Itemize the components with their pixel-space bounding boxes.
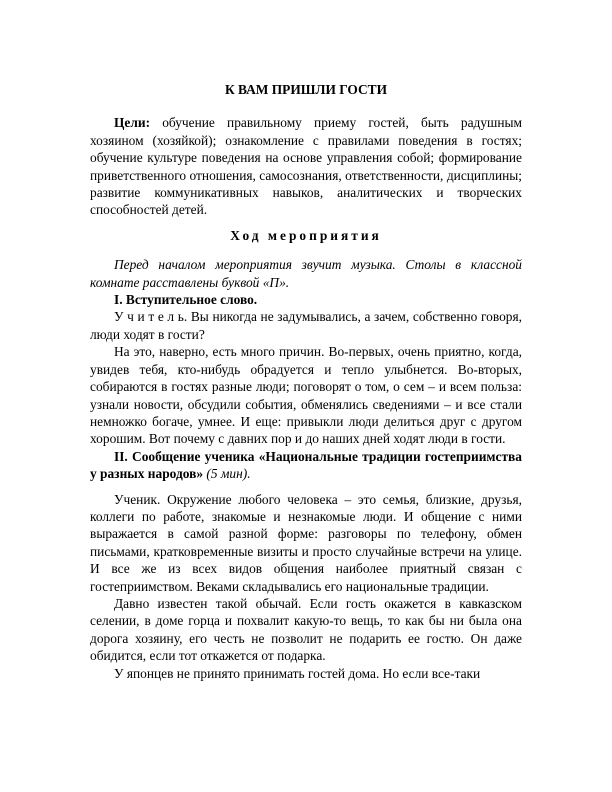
section2-heading-paragraph	[90, 448, 522, 483]
spacer	[90, 483, 522, 491]
section1-paragraph: На это, наверно, есть много причин. Во-первых, очень приятно, когда, увидев тебя, кто-нибудь обрадуется и тепло улыбнется. Во-вторых, собираются в гостях разные люди; поговорят о том, о сем – и всем польза: узнали новости, обсудили события, обменялись сведениями – и все стали немножко богаче, умнее. И еще: привыкли люди делиться друг с другом хорошим. Вот почему с давних пор и до наших дней ходят люди в гости.	[90, 344, 522, 447]
goals-label: Цели:	[114, 115, 151, 131]
goals-paragraph	[90, 114, 522, 218]
section1-heading: I. Вступительное слово.	[114, 292, 258, 308]
event-heading: Ход мероприятия	[230, 227, 382, 243]
intro-note: Перед началом мероприятия звучит музыка. Столы в классной комнате расставлены буквой «П».	[90, 257, 522, 290]
section2-paragraph-3: У японцев не принято принимать гостей дома. Но если все-таки	[114, 665, 481, 681]
goals-text: обучение правильному приему гостей, быть радушным хозяином (хозяйкой); ознакомление с правилами поведения в гостях; обучение культуре поведения на основе управления собой; формирование приветственного отношения, самосознания, ответственности, дисциплины; развитие коммуникативных навыков, аналитических и творческих способностей детей.	[90, 115, 522, 218]
text-column	[90, 81, 522, 682]
section2-duration: (5 мин).	[203, 466, 251, 482]
teacher-label: У ч и т е л ь	[114, 309, 184, 325]
teacher-text: . Вы никогда не задумывались, а зачем, собственно говоря, люди ходят в гости?	[90, 309, 522, 342]
section2-heading: II. Сообщение ученика «Национальные традиции гостеприимства у разных народов»	[90, 448, 522, 482]
section2-paragraph-1: Ученик. Окружение любого человека – это семья, близкие, друзья, коллеги по работе, знакомые и незнакомые люди. И общение с ними выражается в самой разной форме: разговоры по телефону, обмен письмами, кратковременные визиты и просто случайные встречи на улице. И все же из всех видов общения наиболее приятный связан с гостеприимством. Веками складывались его национальные традиции.	[90, 491, 522, 594]
section2-paragraph-2: Давно известен такой обычай. Если гость окажется в кавказском селении, в доме горца и похвалит какую-то вещь, то как бы ни была она дорога хозяину, его честь не позволит не подарить ее гостю. Он даже обидится, если тот откажется от подарка.	[90, 595, 522, 664]
document-title: К ВАМ ПРИШЛИ ГОСТИ	[224, 82, 388, 97]
teacher-paragraph	[90, 308, 522, 343]
